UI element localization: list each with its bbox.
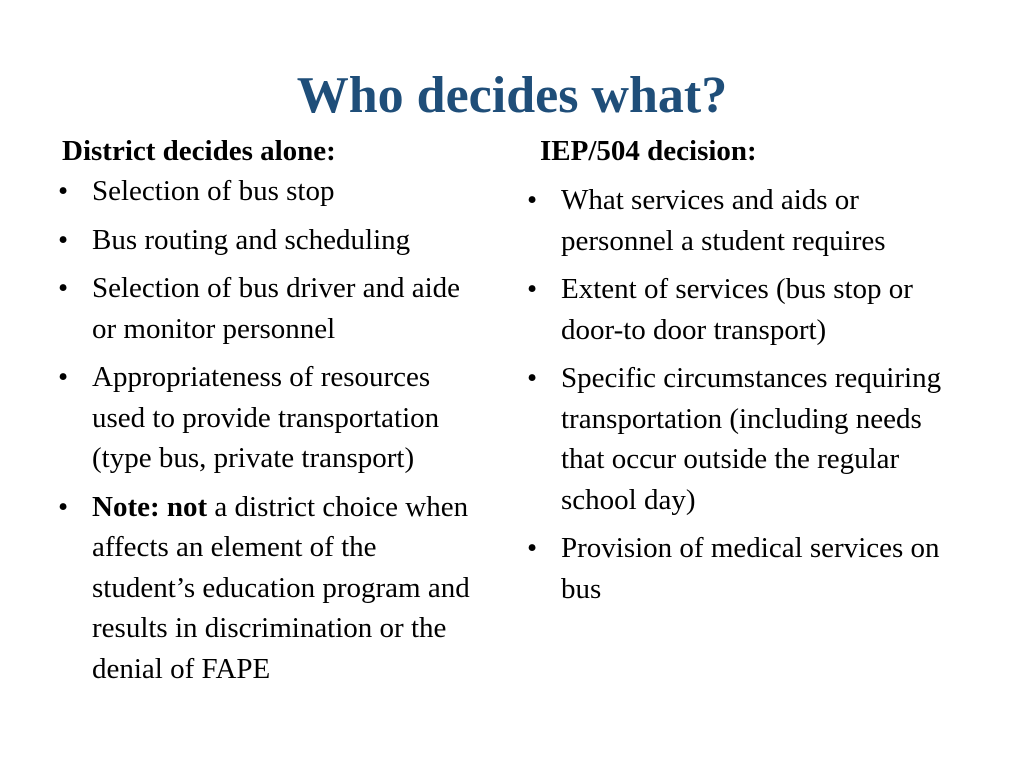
list-item xyxy=(58,357,478,479)
note-text xyxy=(92,487,478,690)
list-item-text: Selection of bus stop xyxy=(92,175,335,207)
list-item-text: Bus routing and scheduling xyxy=(92,223,411,256)
bullet-icon: • xyxy=(58,490,69,523)
note-item xyxy=(58,487,478,690)
list-item xyxy=(527,180,957,261)
bullet-icon: • xyxy=(527,273,538,305)
left-column-heading: District decides alone: xyxy=(62,135,336,167)
slide-title: Who decides what? xyxy=(296,67,728,124)
bullet-icon: • xyxy=(527,362,538,394)
list-item-text: Selection of bus driver and aide or monitor personnel xyxy=(92,272,461,345)
bullet-icon: • xyxy=(58,272,69,304)
list-item-text: Extent of services (bus stop or door-to door transport) xyxy=(561,273,913,346)
right-column-heading: IEP/504 decision: xyxy=(540,135,757,167)
list-item xyxy=(527,269,957,350)
note-bold-label: Note: not xyxy=(92,490,208,523)
list-item-text: What services and aids or personnel a student requires xyxy=(561,184,886,257)
list-item xyxy=(527,528,957,609)
note-body: a district choice when affects an element of the student’s education program and results in discrimination or the denial of FAPE xyxy=(92,490,470,685)
list-item-text: Appropriateness of resources used to provide transportation (type bus, private transport) xyxy=(92,361,440,474)
bullet-icon: • xyxy=(527,184,538,216)
list-item-text: Specific circumstances requiring transportation (including needs that occur outside the regular school day) xyxy=(561,362,942,516)
bullet-icon: • xyxy=(58,175,69,207)
right-bullet-list xyxy=(527,180,957,617)
list-item xyxy=(58,268,478,349)
left-bullet-list xyxy=(58,171,478,697)
bullet-icon: • xyxy=(58,223,69,256)
list-item-text: Provision of medical services on bus xyxy=(561,532,940,605)
list-item xyxy=(58,220,478,261)
list-item xyxy=(58,171,478,212)
bullet-icon: • xyxy=(58,361,69,393)
bullet-icon: • xyxy=(527,532,538,564)
list-item xyxy=(527,358,957,520)
